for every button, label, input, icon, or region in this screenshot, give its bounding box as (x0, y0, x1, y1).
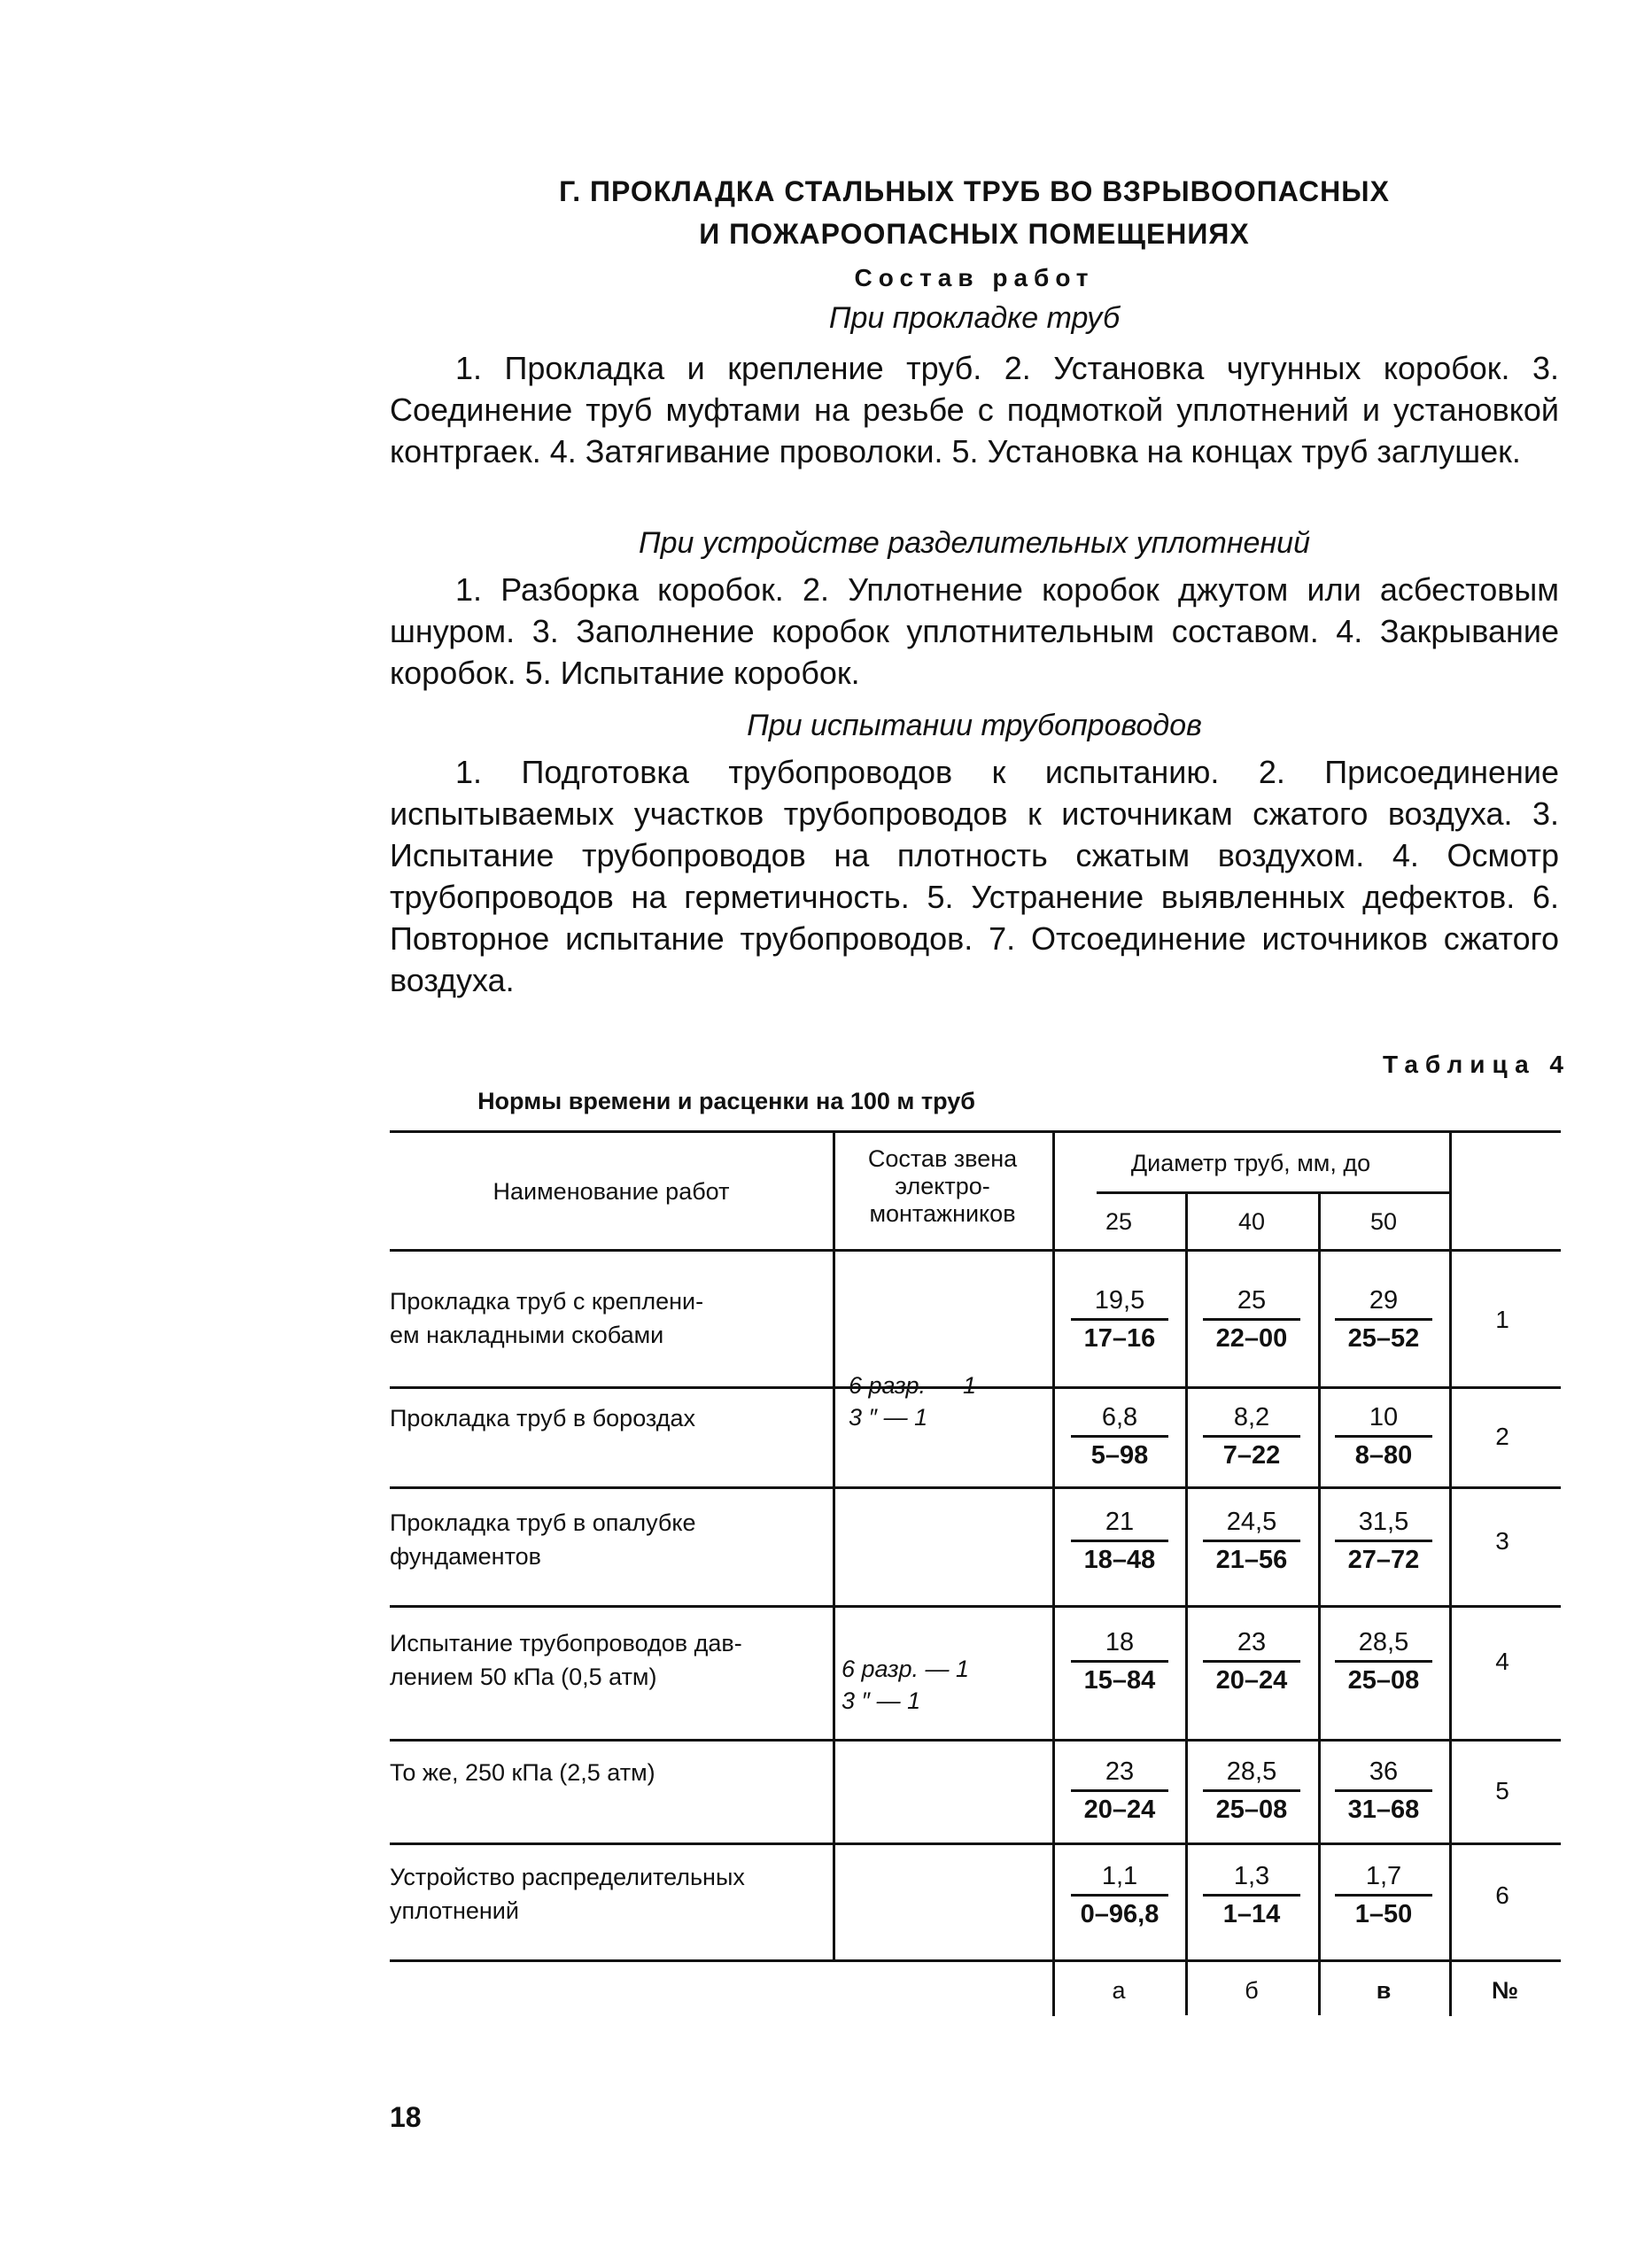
header-d50: 50 (1369, 1208, 1398, 1235)
row-1-d25-time: 19,5 (1071, 1286, 1168, 1321)
section-heading-line-1: Г. ПРОКЛАДКА СТАЛЬНЫХ ТРУБ ВО ВЗРЫВООПАСНЫХ (559, 175, 1390, 207)
row-4-name-line-2: лением 50 кПа (0,5 атм) (390, 1664, 657, 1690)
paragraph-seals: 1. Разборка коробок. 2. Уплотнение коробок джутом или асбестовым шнуром. 3. Заполнение коробок уплотнительным составом. 4. Закрывание коробок. 5. Испытание коробок. (390, 571, 1559, 691)
table-rule-top (390, 1130, 1561, 1133)
header-crew-line-1: Состав звена (867, 1145, 1018, 1172)
row-6-value-d40 (1203, 1862, 1300, 1928)
row-6-value-d25 (1071, 1862, 1168, 1928)
row-3-d40-time: 24,5 (1203, 1508, 1300, 1542)
row-4-d40-time: 23 (1203, 1628, 1300, 1663)
row-2-d40-price: 7–22 (1222, 1441, 1281, 1470)
row-1-d40-time: 25 (1203, 1286, 1300, 1321)
row-6-d50-price: 1–50 (1354, 1900, 1413, 1928)
subsection-title-pipe-laying: При прокладке труб (828, 301, 1121, 335)
row-5-value-d25 (1071, 1757, 1168, 1824)
header-crew-line-3: монтажников (869, 1200, 1016, 1227)
row-6-d25-time: 1,1 (1071, 1862, 1168, 1897)
row-1-d25-price: 17–16 (1083, 1324, 1156, 1353)
row-3-name-line-1: Прокладка труб в опалубке (390, 1509, 696, 1536)
subsection-title-testing: При испытании трубопроводов (747, 709, 1202, 742)
row-6-number: 6 (1495, 1881, 1509, 1909)
row-2-value-d40 (1203, 1403, 1300, 1470)
row-3-value-d40 (1203, 1508, 1300, 1574)
table-rule-col2 (1052, 1130, 1055, 2016)
row-6-name (390, 1860, 828, 1928)
row-1-name (390, 1284, 828, 1352)
row-5-value-d50 (1335, 1757, 1432, 1824)
crew-group-1-line-1: 6 разр. — 1 (849, 1372, 977, 1399)
row-4-d25-time: 18 (1071, 1628, 1168, 1663)
footer-col-b: б (1245, 1977, 1259, 2004)
crew-group-2-line-2: 3 ″ — 1 (842, 1687, 921, 1714)
subsection-title-seals: При устройстве разделительных уплотнений (639, 526, 1310, 560)
table-rule-header-bottom (390, 1249, 1561, 1252)
table-rule-col3 (1185, 1191, 1188, 2015)
header-diameter: Диаметр труб, мм, до (1130, 1150, 1371, 1176)
header-work-name: Наименование работ (492, 1178, 730, 1205)
table-label: Таблица 4 (1382, 1051, 1571, 1078)
row-5-number: 5 (1495, 1777, 1509, 1804)
table-rule-col4 (1318, 1191, 1321, 2015)
row-1-d40-price: 22–00 (1215, 1324, 1288, 1353)
row-2-value-d25 (1071, 1403, 1168, 1470)
row-1-name-line-2: ем накладными скобами (390, 1322, 664, 1348)
paragraph-testing: 1. Подготовка трубопроводов к испытанию. 2. Присоединение испытываемых участков трубопроводов к источникам сжатого воздуха. 3. Испытание трубопроводов на плотность сжатым воздухом. 4. Осмотр трубопроводов на герметичность. 5. Устранение выявленных дефектов. 6. Повторное испытание трубопроводов. 7. Отсоединение источников сжатого воздуха. (390, 754, 1559, 998)
row-2-d50-time: 10 (1335, 1403, 1432, 1438)
row-1-value-d25 (1071, 1286, 1168, 1353)
row-4-number: 4 (1495, 1648, 1509, 1675)
crew-group-2-line-1: 6 разр. — 1 (842, 1656, 970, 1682)
row-3-d50-time: 31,5 (1335, 1508, 1432, 1542)
row-1-d50-price: 25–52 (1347, 1324, 1420, 1353)
row-3-d50-price: 27–72 (1347, 1546, 1420, 1574)
row-6-d40-price: 1–14 (1222, 1900, 1281, 1928)
row-3-d25-time: 21 (1071, 1508, 1168, 1542)
row-4-name-line-1: Испытание трубопроводов дав- (390, 1630, 742, 1656)
table-rule-col1 (833, 1130, 835, 1959)
header-d25: 25 (1105, 1208, 1133, 1235)
header-d40: 40 (1237, 1208, 1266, 1235)
crew-group-1 (849, 1369, 1043, 1433)
row-4-d40-price: 20–24 (1215, 1666, 1288, 1695)
table-rule-row5 (390, 1842, 1561, 1845)
row-5-d40-time: 28,5 (1203, 1757, 1300, 1792)
crew-group-2 (842, 1653, 1045, 1717)
row-2-number: 2 (1495, 1423, 1509, 1450)
row-3-d40-price: 21–56 (1215, 1546, 1288, 1574)
row-6-d25-price: 0–96,8 (1080, 1900, 1160, 1928)
header-crew-line-2: электро- (895, 1173, 990, 1199)
row-6-value-d50 (1335, 1862, 1432, 1928)
row-2-d25-price: 5–98 (1090, 1441, 1149, 1470)
row-5-d50-time: 36 (1335, 1757, 1432, 1792)
row-2-d40-time: 8,2 (1203, 1403, 1300, 1438)
row-5-d50-price: 31–68 (1347, 1796, 1420, 1824)
row-5-value-d40 (1203, 1757, 1300, 1824)
row-4-d50-price: 25–08 (1347, 1666, 1420, 1695)
row-4-d25-price: 15–84 (1083, 1666, 1156, 1695)
row-3-d25-price: 18–48 (1083, 1546, 1156, 1574)
work-composition-heading: Состав работ (854, 264, 1095, 291)
table-rule-row6 (390, 1959, 1561, 1962)
row-5-d25-price: 20–24 (1083, 1796, 1156, 1824)
row-6-d50-time: 1,7 (1335, 1862, 1432, 1897)
row-6-name-line-2: уплотнений (390, 1897, 519, 1924)
table-rule-row4 (390, 1739, 1561, 1742)
footer-col-num: № (1491, 1977, 1519, 2004)
paragraph-pipe-laying: 1. Прокладка и крепление труб. 2. Установка чугунных коробок. 3. Соединение труб муфтами на резьбе с подмоткой уплотнений и установкой контргаек. 4. Затягивание проволоки. 5. Установка на концах труб заглушек. (390, 350, 1559, 469)
table-rule-row2 (390, 1486, 1561, 1489)
row-4-name (390, 1626, 828, 1694)
row-1-number: 1 (1495, 1306, 1509, 1333)
row-3-name (390, 1506, 828, 1573)
row-2-d25-time: 6,8 (1071, 1403, 1168, 1438)
footer-col-v: в (1376, 1977, 1392, 2004)
table-rule-row3 (390, 1605, 1561, 1608)
row-5-d25-time: 23 (1071, 1757, 1168, 1792)
row-2-value-d50 (1335, 1403, 1432, 1470)
row-5-name: То же, 250 кПа (2,5 атм) (390, 1759, 655, 1786)
row-1-d50-time: 29 (1335, 1286, 1432, 1321)
row-3-value-d50 (1335, 1508, 1432, 1574)
page-number: 18 (390, 2101, 422, 2133)
row-2-d50-price: 8–80 (1354, 1441, 1413, 1470)
row-1-name-line-1: Прокладка труб с креплени- (390, 1288, 704, 1315)
row-5-d40-price: 25–08 (1215, 1796, 1288, 1824)
table-rule-diameter (1097, 1191, 1449, 1194)
table-rule-col5 (1449, 1130, 1452, 2016)
row-6-d40-time: 1,3 (1203, 1862, 1300, 1897)
header-crew (833, 1143, 1052, 1230)
row-4-d50-time: 28,5 (1335, 1628, 1432, 1663)
table-title: Нормы времени и расценки на 100 м труб (477, 1088, 975, 1114)
row-4-value-d25 (1071, 1628, 1168, 1695)
row-1-value-d40 (1203, 1286, 1300, 1353)
row-4-value-d50 (1335, 1628, 1432, 1695)
row-1-value-d50 (1335, 1286, 1432, 1353)
row-3-name-line-2: фундаментов (390, 1543, 542, 1570)
crew-group-1-line-2: 3 ″ — 1 (849, 1404, 928, 1431)
row-3-number: 3 (1495, 1527, 1509, 1555)
footer-col-a: а (1112, 1977, 1126, 2004)
row-4-value-d40 (1203, 1628, 1300, 1695)
row-6-name-line-1: Устройство распределительных (390, 1864, 745, 1890)
row-3-value-d25 (1071, 1508, 1168, 1574)
row-2-name: Прокладка труб в бороздах (390, 1405, 695, 1431)
section-heading-line-2: И ПОЖАРООПАСНЫХ ПОМЕЩЕНИЯХ (699, 218, 1250, 250)
